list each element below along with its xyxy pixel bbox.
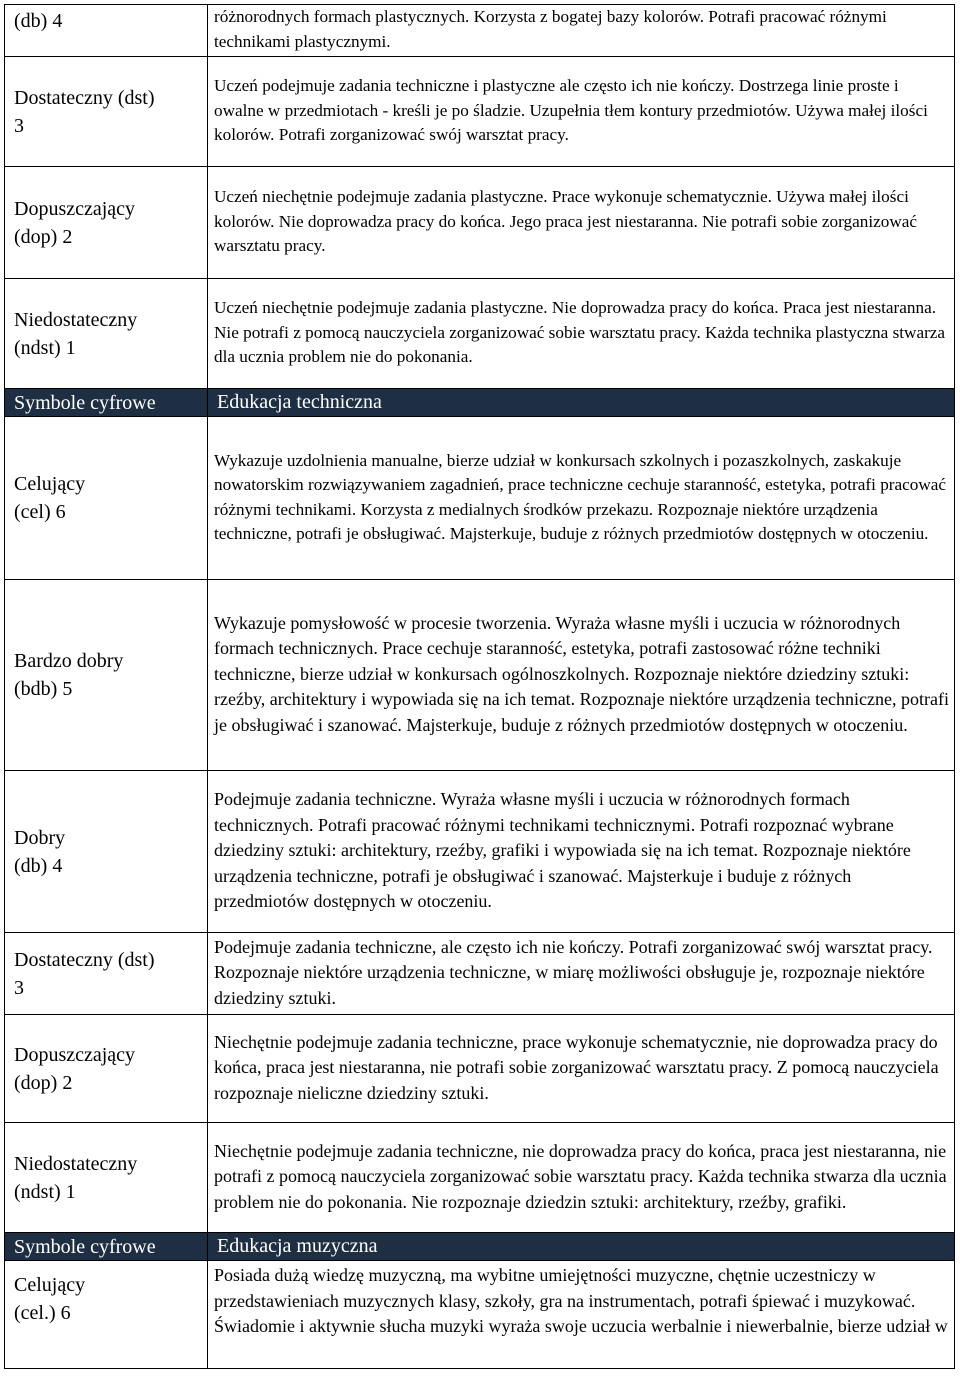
grade-row xyxy=(5,771,955,933)
grade-cell xyxy=(5,771,208,933)
grade-cell xyxy=(5,933,208,1015)
grade-code: (bdb) 5 xyxy=(14,678,73,700)
grade-description: Uczeń niechętnie podejmuje zadania plastyczne. Prace wykonuje schematycznie. Używa małej ilości kolorów. Nie doprowadza pracy do końca. Jego praca jest niestaranna. Nie potrafi sobie zorganizować warsztatu pracy. xyxy=(208,167,955,279)
grade-code: (dop) 2 xyxy=(14,225,73,248)
grade-row xyxy=(5,167,955,279)
grade-code: 3 xyxy=(14,976,24,999)
grade-name: Celujący xyxy=(14,1274,86,1296)
grade-row xyxy=(5,1015,955,1123)
section-symbols-label: Symbole cyfrowe xyxy=(5,1233,208,1261)
section-header-technika xyxy=(5,389,955,417)
grade-name: Dostateczny (dst) xyxy=(14,86,155,109)
grade-description: Uczeń niechętnie podejmuje zadania plastyczne. Nie doprowadza pracy do końca. Praca jest niestaranna. Nie potrafi z pomocą nauczyciela zorganizować sobie warsztatu pracy. Każda technika plastyczna stwarza dla ucznia problem nie do pokonania. xyxy=(208,279,955,389)
section-title: Edukacja techniczna xyxy=(208,389,955,417)
grade-description: różnorodnych formach plastycznych. Korzysta z bogatej bazy kolorów. Potrafi pracować różnymi technikami plastycznymi. xyxy=(208,5,955,57)
grade-row xyxy=(5,57,955,167)
section-header-muzyka xyxy=(5,1233,955,1261)
grade-cell xyxy=(5,1123,208,1233)
grade-code: (db) 4 xyxy=(14,854,63,877)
grade-code: (ndst) 1 xyxy=(14,336,76,359)
section-symbols-label: Symbole cyfrowe xyxy=(5,389,208,417)
grading-criteria-table xyxy=(4,4,955,1369)
grade-name: Niedostateczny xyxy=(14,1152,138,1175)
grade-description: Niechętnie podejmuje zadania techniczne, prace wykonuje schematycznie, nie doprowadza pracy do końca, praca jest niestaranna, nie potrafi sobie zorganizować warsztatu pracy. Z pomocą nauczyciela rozpoznaje nieliczne dziedziny sztuki. xyxy=(208,1015,955,1123)
grade-cell xyxy=(5,1015,208,1123)
grade-description: Posiada dużą wiedzę muzyczną, ma wybitne umiejętności muzyczne, chętnie uczestniczy w przedstawieniach muzycznych klasy, szkoły, gra na instrumentach, potrafi śpiewać i muzykować. Świadomie i aktywnie słucha muzyki wyraża swoje uczucia werbalnie i niewerbalnie, bierze udział w xyxy=(208,1261,955,1369)
grade-description: Niechętnie podejmuje zadania techniczne, nie doprowadza pracy do końca, praca jest niestaranna, nie potrafi z pomocą nauczyciela zorganizować sobie warsztatu pracy. Każda technika stwarza dla ucznia problem nie do pokonania. Nie rozpoznaje dziedzin sztuki: architektury, rzeźby, grafiki. xyxy=(208,1123,955,1233)
grade-row xyxy=(5,279,955,389)
grade-cell xyxy=(5,279,208,389)
grade-cell xyxy=(5,57,208,167)
grade-name: Dopuszczający xyxy=(14,1043,136,1066)
grade-cell xyxy=(5,417,208,580)
grade-row xyxy=(5,1123,955,1233)
grade-row xyxy=(5,5,955,57)
grade-code: (db) 4 xyxy=(14,10,63,32)
grade-description: Uczeń podejmuje zadania techniczne i plastyczne ale często ich nie kończy. Dostrzega linie proste i owalne w przedmiotach - kreśli je po śladzie. Uzupełnia tłem kontury przedmiotów. Używa małej ilości kolorów. Potrafi zorganizować swój warsztat pracy. xyxy=(208,57,955,167)
grade-name: Bardzo dobry xyxy=(14,650,124,672)
grade-row xyxy=(5,580,955,771)
grade-name: Niedostateczny xyxy=(14,308,138,331)
grade-row xyxy=(5,1261,955,1369)
grade-row xyxy=(5,933,955,1015)
grade-cell xyxy=(5,167,208,279)
grade-name: Dostateczny (dst) xyxy=(14,948,155,971)
grade-name: Dopuszczający xyxy=(14,197,136,220)
grade-row xyxy=(5,417,955,580)
grade-description: Wykazuje uzdolnienia manualne, bierze udział w konkursach szkolnych i pozaszkolnych, zaskakuje nowatorskim rozwiązywaniem zagadnień, prace techniczne cechuje staranność, estetyka, potrafi pracować różnymi technikami. Korzysta z medialnych środków przekazu. Rozpoznaje niektóre urządzenia techniczne, potrafi je obsługiwać. Majsterkuje, buduje z różnych przedmiotów dostępnych w otoczeniu. xyxy=(208,417,955,580)
grade-code: (cel) 6 xyxy=(14,501,66,523)
grade-description: Podejmuje zadania techniczne, ale często ich nie kończy. Potrafi zorganizować swój warsztat pracy. Rozpoznaje niektóre urządzenia techniczne, w miarę możliwości obsługuje je, rozpoznaje niektóre dziedziny sztuki. xyxy=(208,933,955,1015)
grade-description: Wykazuje pomysłowość w procesie tworzenia. Wyraża własne myśli i uczucia w różnorodnych formach technicznych. Prace cechuje staranność, estetyka, potrafi zastosować różne techniki techniczne, bierze udział w konkursach ogólnoszkolnych. Rozpoznaje niektóre dziedziny sztuki: rzeźby, architektury i wypowiada się na ich temat. Rozpoznaje niektóre urządzenia techniczne, potrafi je obsługiwać i szanować. Majsterkuje, buduje z różnych przedmiotów dostępnych w otoczeniu. xyxy=(208,580,955,771)
grade-code: (ndst) 1 xyxy=(14,1180,76,1203)
grade-name: Celujący xyxy=(14,473,86,495)
section-title: Edukacja muzyczna xyxy=(208,1233,955,1261)
grade-description: Podejmuje zadania techniczne. Wyraża własne myśli i uczucia w różnorodnych formach technicznych. Potrafi pracować różnymi technikami technicznymi. Potrafi rozpoznać wybrane dziedziny sztuki: architektury, rzeźby, grafiki i wypowiada się na ich temat. Rozpoznaje niektóre urządzenia techniczne, potrafi je obsługiwać i szanować. Majsterkuje i buduje z różnych przedmiotów dostępnych w otoczeniu. xyxy=(208,771,955,933)
grade-cell xyxy=(5,5,208,57)
grade-cell xyxy=(5,580,208,771)
grade-cell xyxy=(5,1261,208,1369)
grade-code: (dop) 2 xyxy=(14,1071,73,1094)
grade-code: (cel.) 6 xyxy=(14,1302,71,1324)
grade-name: Dobry xyxy=(14,826,66,849)
grade-code: 3 xyxy=(14,114,24,137)
